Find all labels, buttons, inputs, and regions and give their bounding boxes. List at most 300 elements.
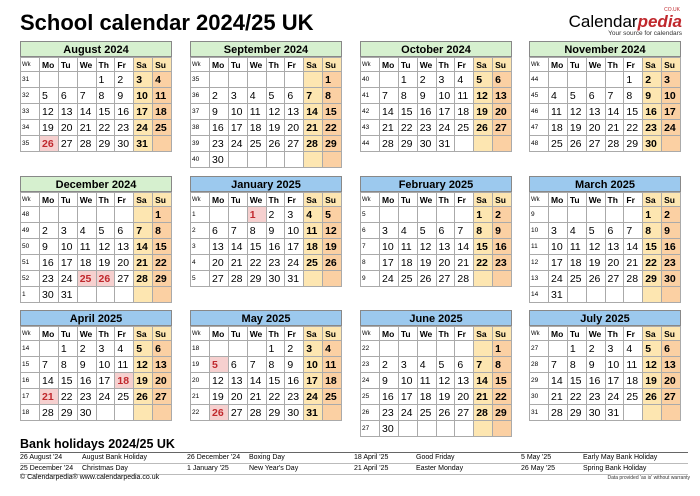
day-cell: 1 <box>493 341 512 357</box>
day-cell: 1 <box>398 72 417 88</box>
weekday-header-row <box>21 58 172 72</box>
day-cell: 12 <box>323 223 342 239</box>
weekday-label: Sa <box>474 327 493 341</box>
day-cell: 14 <box>605 104 624 120</box>
day-cell: 10 <box>549 239 568 255</box>
day-cell: 7 <box>228 223 247 239</box>
weekday-label: Mo <box>380 193 399 207</box>
day-cell <box>436 421 455 437</box>
holiday-date: 18 April '25 <box>354 454 389 461</box>
day-cell: 17 <box>549 255 568 271</box>
day-cell: 16 <box>210 120 229 136</box>
day-cell: 8 <box>493 357 512 373</box>
week-number: 43 <box>361 120 380 136</box>
day-cell <box>77 207 96 223</box>
week-number: 22 <box>361 341 380 357</box>
week-row <box>530 120 681 136</box>
weekday-label: Tu <box>58 193 77 207</box>
day-cell: 13 <box>210 239 229 255</box>
day-cell: 8 <box>153 223 172 239</box>
day-cell: 28 <box>624 271 643 287</box>
day-cell: 19 <box>323 239 342 255</box>
day-cell: 20 <box>455 389 474 405</box>
day-cell: 31 <box>134 136 153 152</box>
day-cell: 15 <box>474 239 493 255</box>
week-row <box>191 136 342 152</box>
day-cell <box>549 207 568 223</box>
day-cell: 5 <box>436 357 455 373</box>
week-row <box>530 357 681 373</box>
day-cell: 20 <box>586 120 605 136</box>
day-cell: 15 <box>567 373 586 389</box>
day-cell: 2 <box>115 72 134 88</box>
footer-copyright[interactable]: © Calendarpedia® www.calendarpedia.co.uk <box>20 474 160 481</box>
day-cell: 23 <box>380 405 399 421</box>
week-row <box>21 104 172 120</box>
day-cell: 19 <box>210 389 229 405</box>
day-cell: 4 <box>417 357 436 373</box>
day-cell: 12 <box>586 239 605 255</box>
day-cell: 15 <box>643 239 662 255</box>
day-cell: 17 <box>605 373 624 389</box>
day-cell <box>455 421 474 437</box>
day-cell: 25 <box>455 120 474 136</box>
day-cell: 24 <box>134 120 153 136</box>
week-number: 7 <box>361 239 380 255</box>
weekday-header-row <box>21 327 172 341</box>
day-cell: 30 <box>662 271 681 287</box>
weekday-label: Tu <box>398 193 417 207</box>
week-row <box>21 287 172 303</box>
day-cell: 19 <box>266 120 285 136</box>
week-row <box>530 223 681 239</box>
day-cell: 13 <box>455 373 474 389</box>
day-cell: 8 <box>323 88 342 104</box>
day-cell: 26 <box>474 120 493 136</box>
month-calendar <box>190 310 342 421</box>
weekday-label: We <box>417 58 436 72</box>
day-cell: 6 <box>586 88 605 104</box>
day-cell: 14 <box>77 104 96 120</box>
day-cell <box>586 207 605 223</box>
month-title: August 2024 <box>20 41 172 57</box>
day-cell: 24 <box>58 271 77 287</box>
day-cell: 13 <box>605 239 624 255</box>
day-cell <box>247 152 266 168</box>
day-cell: 31 <box>549 287 568 303</box>
week-row <box>191 120 342 136</box>
day-cell: 3 <box>436 72 455 88</box>
weekday-label: We <box>417 327 436 341</box>
day-cell: 19 <box>567 120 586 136</box>
holiday-name: Good Friday <box>416 454 455 461</box>
week-number: 3 <box>191 239 210 255</box>
day-cell: 3 <box>304 341 323 357</box>
weekday-label: Su <box>153 327 172 341</box>
day-cell: 9 <box>266 223 285 239</box>
day-cell: 7 <box>77 88 96 104</box>
day-cell: 19 <box>134 373 153 389</box>
day-cell: 29 <box>398 136 417 152</box>
weekday-label: Wk <box>21 327 40 341</box>
day-cell: 23 <box>115 120 134 136</box>
week-row <box>191 152 342 168</box>
week-number: 17 <box>21 389 40 405</box>
day-cell: 11 <box>549 104 568 120</box>
weekday-header-row <box>530 193 681 207</box>
day-cell <box>605 287 624 303</box>
day-cell <box>662 136 681 152</box>
day-cell: 8 <box>96 88 115 104</box>
day-cell: 20 <box>662 373 681 389</box>
day-cell <box>643 287 662 303</box>
day-cell: 5 <box>474 72 493 88</box>
day-cell: 24 <box>436 120 455 136</box>
day-cell: 25 <box>247 136 266 152</box>
day-cell: 27 <box>662 389 681 405</box>
day-cell <box>549 72 568 88</box>
day-cell: 12 <box>210 373 229 389</box>
day-cell: 6 <box>605 223 624 239</box>
holidays-title: Bank holidays 2024/25 UK <box>20 437 175 451</box>
weekday-label: Sa <box>134 327 153 341</box>
holiday-entry <box>354 453 521 463</box>
weekday-label: Mo <box>210 193 229 207</box>
day-cell: 24 <box>398 405 417 421</box>
day-cell: 12 <box>40 104 59 120</box>
day-cell: 10 <box>304 357 323 373</box>
day-cell <box>380 207 399 223</box>
day-cell: 28 <box>455 271 474 287</box>
week-number: 18 <box>191 341 210 357</box>
week-number: 16 <box>21 373 40 389</box>
day-cell: 2 <box>662 207 681 223</box>
weekday-label: Mo <box>40 327 59 341</box>
day-cell: 4 <box>624 341 643 357</box>
day-cell: 5 <box>40 88 59 104</box>
day-cell: 15 <box>323 104 342 120</box>
week-row <box>361 104 512 120</box>
week-number: 9 <box>530 207 549 223</box>
day-cell: 4 <box>115 341 134 357</box>
day-cell: 7 <box>247 357 266 373</box>
week-row <box>361 239 512 255</box>
day-cell: 27 <box>436 271 455 287</box>
day-cell: 28 <box>228 271 247 287</box>
holiday-name: New Year's Day <box>249 465 299 472</box>
weekday-header-row <box>530 327 681 341</box>
week-number: 51 <box>21 255 40 271</box>
weekday-label: Th <box>96 193 115 207</box>
day-cell: 30 <box>380 421 399 437</box>
day-cell <box>115 405 134 421</box>
week-row <box>21 207 172 223</box>
week-row <box>361 72 512 88</box>
day-cell <box>210 341 229 357</box>
weekday-label: Fr <box>285 58 304 72</box>
day-cell <box>567 287 586 303</box>
day-cell: 12 <box>643 357 662 373</box>
week-row <box>530 287 681 303</box>
day-cell: 26 <box>567 136 586 152</box>
day-cell <box>455 341 474 357</box>
day-cell: 5 <box>643 341 662 357</box>
day-cell: 22 <box>323 120 342 136</box>
day-cell: 17 <box>662 104 681 120</box>
day-cell <box>247 341 266 357</box>
holiday-name: Boxing Day <box>249 454 285 461</box>
day-cell: 22 <box>266 389 285 405</box>
week-number: 31 <box>21 72 40 88</box>
day-cell: 9 <box>40 239 59 255</box>
week-row <box>361 223 512 239</box>
day-cell: 17 <box>96 373 115 389</box>
week-row <box>530 239 681 255</box>
day-cell: 26 <box>643 389 662 405</box>
calendarpedia-logo[interactable] <box>568 7 682 38</box>
weekday-label: Wk <box>361 58 380 72</box>
day-cell: 9 <box>380 373 399 389</box>
day-cell <box>210 72 229 88</box>
week-row <box>530 88 681 104</box>
day-cell: 23 <box>266 255 285 271</box>
page-title: School calendar 2024/25 UK <box>20 10 314 35</box>
day-cell <box>417 421 436 437</box>
day-cell: 11 <box>304 223 323 239</box>
day-cell: 11 <box>115 357 134 373</box>
week-number: 13 <box>530 271 549 287</box>
day-cell: 23 <box>586 389 605 405</box>
day-cell <box>605 72 624 88</box>
week-number: 37 <box>191 104 210 120</box>
holiday-entry <box>20 453 187 463</box>
day-cell <box>115 287 134 303</box>
logo-tagline: Your source for calendars <box>608 30 682 37</box>
day-cell: 29 <box>624 136 643 152</box>
day-cell <box>134 207 153 223</box>
day-cell: 19 <box>436 389 455 405</box>
week-number: 35 <box>191 72 210 88</box>
day-cell: 30 <box>77 405 96 421</box>
day-cell <box>285 152 304 168</box>
week-row <box>21 373 172 389</box>
day-cell <box>153 287 172 303</box>
day-cell: 5 <box>567 88 586 104</box>
day-cell: 24 <box>228 136 247 152</box>
day-cell: 18 <box>153 104 172 120</box>
week-number: 34 <box>21 120 40 136</box>
weekday-label: Sa <box>304 193 323 207</box>
day-cell: 29 <box>643 271 662 287</box>
weekday-label: Fr <box>624 327 643 341</box>
week-number: 29 <box>530 373 549 389</box>
weekday-label: We <box>77 193 96 207</box>
weekday-label: Tu <box>228 58 247 72</box>
week-row <box>530 255 681 271</box>
week-row <box>530 104 681 120</box>
day-cell: 23 <box>417 120 436 136</box>
weekday-label: Tu <box>567 58 586 72</box>
day-cell <box>58 72 77 88</box>
day-cell: 12 <box>474 88 493 104</box>
day-cell: 24 <box>380 271 399 287</box>
day-cell: 21 <box>549 389 568 405</box>
day-cell: 2 <box>210 88 229 104</box>
day-cell: 5 <box>210 357 229 373</box>
day-cell <box>323 405 342 421</box>
day-cell: 9 <box>115 88 134 104</box>
weekday-header-row <box>361 327 512 341</box>
day-cell: 27 <box>210 271 229 287</box>
day-cell: 4 <box>455 72 474 88</box>
week-number: 48 <box>21 207 40 223</box>
day-cell <box>662 287 681 303</box>
day-cell: 21 <box>474 389 493 405</box>
day-cell: 18 <box>567 255 586 271</box>
day-cell <box>228 72 247 88</box>
day-cell: 13 <box>58 104 77 120</box>
week-number: 2 <box>191 223 210 239</box>
day-cell: 12 <box>96 239 115 255</box>
holiday-name: Christmas Day <box>82 465 128 472</box>
day-cell <box>493 136 512 152</box>
day-cell: 15 <box>247 239 266 255</box>
day-cell <box>266 152 285 168</box>
day-cell: 23 <box>493 255 512 271</box>
holiday-date: 26 August '24 <box>20 454 63 461</box>
day-cell: 3 <box>58 223 77 239</box>
weekday-label: Tu <box>567 193 586 207</box>
month-title: October 2024 <box>360 41 512 57</box>
day-cell: 27 <box>58 136 77 152</box>
day-cell: 16 <box>115 104 134 120</box>
month-title: September 2024 <box>190 41 342 57</box>
holiday-entry <box>354 464 521 474</box>
week-number: 15 <box>21 357 40 373</box>
day-cell: 6 <box>228 357 247 373</box>
day-cell: 23 <box>285 389 304 405</box>
day-cell: 10 <box>380 239 399 255</box>
week-row <box>361 389 512 405</box>
day-cell: 16 <box>662 239 681 255</box>
day-cell: 3 <box>380 223 399 239</box>
day-cell: 29 <box>493 405 512 421</box>
day-cell: 26 <box>134 389 153 405</box>
day-cell: 28 <box>304 136 323 152</box>
week-number: 27 <box>530 341 549 357</box>
month-title: July 2025 <box>529 310 681 326</box>
weekday-label: Su <box>153 193 172 207</box>
weekday-label: Tu <box>228 327 247 341</box>
week-row <box>361 88 512 104</box>
week-number: 44 <box>361 136 380 152</box>
week-row <box>21 357 172 373</box>
day-cell: 22 <box>96 120 115 136</box>
day-cell: 16 <box>643 104 662 120</box>
day-cell: 6 <box>115 223 134 239</box>
day-cell: 17 <box>228 120 247 136</box>
day-cell <box>380 72 399 88</box>
day-cell: 21 <box>77 120 96 136</box>
day-cell: 31 <box>285 271 304 287</box>
day-cell: 10 <box>58 239 77 255</box>
day-cell: 21 <box>304 120 323 136</box>
day-cell: 3 <box>662 72 681 88</box>
weekday-label: Sa <box>474 58 493 72</box>
week-row <box>21 120 172 136</box>
week-number: 39 <box>191 136 210 152</box>
day-cell: 16 <box>77 373 96 389</box>
day-cell <box>323 271 342 287</box>
day-cell: 9 <box>643 88 662 104</box>
week-row <box>530 207 681 223</box>
week-row <box>191 88 342 104</box>
day-cell: 5 <box>266 88 285 104</box>
holidays-table <box>20 452 688 475</box>
day-cell: 13 <box>586 104 605 120</box>
day-cell <box>455 207 474 223</box>
day-cell: 19 <box>417 255 436 271</box>
day-cell: 17 <box>436 104 455 120</box>
week-number: 8 <box>361 255 380 271</box>
month-calendar <box>20 41 172 152</box>
day-cell <box>455 136 474 152</box>
day-cell: 10 <box>398 373 417 389</box>
day-cell: 11 <box>153 88 172 104</box>
weekday-label: Su <box>662 193 681 207</box>
day-cell: 13 <box>436 239 455 255</box>
day-cell: 26 <box>96 271 115 287</box>
weekday-label: Fr <box>115 193 134 207</box>
day-cell: 28 <box>605 136 624 152</box>
month-calendar <box>190 41 342 168</box>
day-cell: 26 <box>210 405 229 421</box>
day-cell <box>96 405 115 421</box>
day-cell <box>58 207 77 223</box>
weekday-label: We <box>247 327 266 341</box>
weekday-label: Th <box>96 58 115 72</box>
day-cell: 5 <box>96 223 115 239</box>
day-cell: 5 <box>134 341 153 357</box>
day-cell <box>624 207 643 223</box>
day-cell: 26 <box>40 136 59 152</box>
day-cell: 18 <box>115 373 134 389</box>
day-cell <box>380 341 399 357</box>
day-cell: 31 <box>58 287 77 303</box>
day-cell: 30 <box>417 136 436 152</box>
day-cell: 30 <box>210 152 229 168</box>
day-cell: 18 <box>624 373 643 389</box>
week-row <box>530 72 681 88</box>
weekday-label: Su <box>323 58 342 72</box>
day-cell <box>40 207 59 223</box>
weekday-label: Wk <box>21 193 40 207</box>
holiday-name: Easter Monday <box>416 465 464 472</box>
week-number: 19 <box>191 357 210 373</box>
day-cell: 11 <box>247 104 266 120</box>
week-row <box>21 136 172 152</box>
day-cell: 13 <box>228 373 247 389</box>
weekday-label: Fr <box>455 193 474 207</box>
day-cell: 26 <box>586 271 605 287</box>
day-cell: 9 <box>77 357 96 373</box>
day-cell <box>40 341 59 357</box>
week-number: 38 <box>191 120 210 136</box>
day-cell: 13 <box>285 104 304 120</box>
day-cell: 27 <box>115 271 134 287</box>
day-cell: 13 <box>662 357 681 373</box>
day-cell: 18 <box>77 255 96 271</box>
